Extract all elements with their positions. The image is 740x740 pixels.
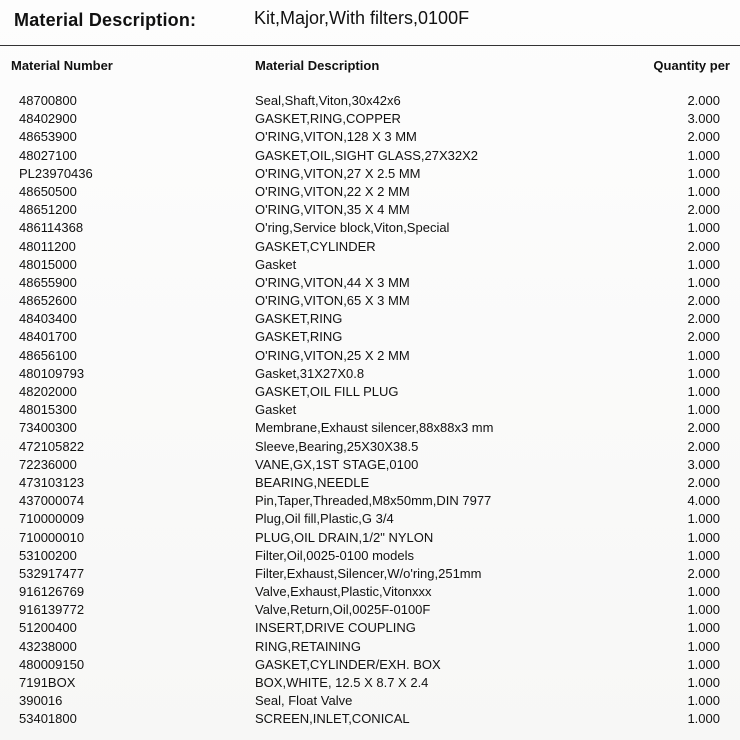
quantity-cell: 1.000	[687, 365, 720, 381]
column-header-quantity: Quantity per	[653, 58, 730, 73]
table-row	[0, 619, 740, 637]
material-description-cell: Seal,Shaft,Viton,30x42x6	[255, 93, 401, 108]
table-row	[0, 547, 740, 565]
table-row	[0, 274, 740, 292]
material-description-cell: Pin,Taper,Threaded,M8x50mm,DIN 7977	[255, 493, 492, 509]
material-number-cell: 480109793	[19, 365, 85, 381]
column-header-material-number: Material Number	[11, 58, 113, 73]
quantity-cell: 3.000	[687, 111, 720, 127]
material-description-cell: GASKET,OIL FILL PLUG	[255, 384, 399, 399]
material-description-cell: O'ring,Service block,Viton,Special	[255, 220, 450, 236]
material-number-cell: 437000074	[19, 493, 85, 509]
material-number-cell: 48653900	[19, 129, 77, 145]
material-description-cell: Filter,Exhaust,Silencer,W/o'ring,251mm	[255, 565, 482, 581]
quantity-cell: 2.000	[687, 93, 720, 108]
table-row	[0, 110, 740, 128]
table-row	[0, 165, 740, 183]
material-description-cell: O'RING,VITON,35 X 4 MM	[255, 202, 410, 218]
material-description-cell: Gasket	[255, 402, 297, 418]
material-number-cell: 48011200	[19, 238, 76, 254]
table-row	[0, 92, 740, 110]
quantity-cell: 1.000	[687, 675, 720, 690]
material-description-cell: O'RING,VITON,25 X 2 MM	[255, 347, 410, 363]
quantity-cell: 1.000	[687, 602, 720, 618]
table-row	[0, 601, 740, 619]
material-number-cell: 473103123	[19, 474, 85, 490]
material-description-cell: Seal, Float Valve	[255, 693, 353, 709]
material-number-cell: PL23970436	[19, 165, 93, 181]
title-label: Material Description:	[14, 10, 197, 30]
table-row	[0, 492, 740, 510]
table-row	[0, 201, 740, 219]
quantity-cell: 1.000	[687, 256, 720, 272]
quantity-cell: 1.000	[687, 183, 720, 199]
material-description-cell: Plug,Oil fill,Plastic,G 3/4	[255, 511, 394, 527]
quantity-cell: 1.000	[687, 147, 720, 163]
quantity-cell: 1.000	[687, 511, 720, 527]
material-number-cell: 48651200	[19, 202, 77, 218]
material-number-cell: 48202000	[19, 384, 77, 399]
material-number-cell: 43238000	[19, 638, 77, 654]
table-row	[0, 510, 740, 528]
table-row	[0, 310, 740, 328]
table-row	[0, 147, 740, 165]
material-number-cell: 48015300	[19, 402, 77, 418]
material-description-cell: GASKET,RING	[255, 311, 343, 327]
material-number-cell: 48402900	[19, 111, 77, 127]
material-description-cell: GASKET,CYLINDER/EXH. BOX	[255, 656, 441, 672]
table-row	[0, 401, 740, 419]
material-number-cell: 48027100	[19, 147, 77, 163]
material-table-body	[0, 92, 740, 729]
quantity-cell: 1.000	[687, 620, 720, 636]
table-row	[0, 128, 740, 146]
table-row	[0, 419, 740, 437]
table-row	[0, 328, 740, 346]
material-description-cell: Valve,Return,Oil,0025F-0100F	[255, 602, 431, 618]
quantity-cell: 1.000	[687, 274, 720, 290]
material-description-cell: INSERT,DRIVE COUPLING	[255, 620, 416, 636]
material-description-cell: Valve,Exhaust,Plastic,Vitonxxx	[255, 584, 432, 600]
material-number-cell: 48656100	[19, 347, 77, 363]
material-number-cell: 916126769	[19, 584, 85, 600]
quantity-cell: 1.000	[687, 529, 720, 545]
material-description-cell: BEARING,NEEDLE	[255, 474, 370, 490]
table-row	[0, 238, 740, 256]
quantity-cell: 2.000	[687, 438, 720, 454]
title-row	[14, 6, 734, 36]
material-number-cell: 916139772	[19, 602, 85, 618]
quantity-cell: 2.000	[687, 293, 720, 309]
table-row	[0, 565, 740, 583]
material-number-cell: 48401700	[19, 329, 77, 345]
material-number-cell: 48650500	[19, 183, 77, 199]
material-description-cell: O'RING,VITON,22 X 2 MM	[255, 183, 410, 199]
table-row	[0, 256, 740, 274]
table-row	[0, 219, 740, 237]
table-row	[0, 638, 740, 656]
material-description-cell: GASKET,CYLINDER	[255, 238, 376, 254]
material-number-cell: 53100200	[19, 547, 77, 563]
table-row	[0, 383, 740, 401]
quantity-cell: 2.000	[687, 420, 720, 436]
quantity-cell: 2.000	[687, 202, 720, 218]
table-row	[0, 674, 740, 692]
material-description-cell: SCREEN,INLET,CONICAL	[255, 711, 410, 727]
material-description-cell: VANE,GX,1ST STAGE,0100	[255, 456, 419, 472]
table-row	[0, 183, 740, 201]
quantity-cell: 1.000	[687, 402, 720, 418]
table-row	[0, 347, 740, 365]
material-number-cell: 48700800	[19, 93, 77, 108]
material-description-cell: O'RING,VITON,44 X 3 MM	[255, 274, 410, 290]
material-number-cell: 7191BOX	[19, 675, 76, 690]
quantity-cell: 1.000	[687, 165, 720, 181]
material-number-cell: 53401800	[19, 711, 77, 727]
material-description-cell: Gasket	[255, 256, 297, 272]
material-description-cell: GASKET,RING	[255, 329, 343, 345]
table-row	[0, 474, 740, 492]
table-row	[0, 456, 740, 474]
material-description-cell: GASKET,OIL,SIGHT GLASS,27X32X2	[255, 147, 479, 163]
quantity-cell: 1.000	[687, 638, 720, 654]
quantity-cell: 1.000	[687, 347, 720, 363]
material-description-cell: Membrane,Exhaust silencer,88x88x3 mm	[255, 420, 494, 436]
quantity-cell: 2.000	[687, 329, 720, 345]
quantity-cell: 4.000	[687, 493, 720, 509]
material-number-cell: 48403400	[19, 311, 77, 327]
material-number-cell: 472105822	[19, 438, 85, 454]
table-row	[0, 292, 740, 310]
material-number-cell: 710000009	[19, 511, 85, 527]
material-description-cell: O'RING,VITON,27 X 2.5 MM	[255, 165, 421, 181]
material-description-cell: GASKET,RING,COPPER	[255, 111, 401, 127]
table-row	[0, 656, 740, 674]
column-header-row	[0, 58, 740, 78]
material-number-cell: 486114368	[19, 220, 84, 236]
material-number-cell: 390016	[19, 693, 63, 709]
column-header-material-description: Material Description	[255, 58, 380, 73]
table-row	[0, 438, 740, 456]
header-divider	[0, 45, 740, 46]
material-description-cell: Sleeve,Bearing,25X30X38.5	[255, 438, 419, 454]
quantity-cell: 2.000	[687, 129, 720, 145]
material-number-cell: 710000010	[19, 529, 85, 545]
material-number-cell: 73400300	[19, 420, 77, 436]
quantity-cell: 2.000	[687, 311, 720, 327]
quantity-cell: 1.000	[687, 656, 720, 672]
material-number-cell: 480009150	[19, 656, 85, 672]
quantity-cell: 1.000	[687, 547, 720, 563]
quantity-cell: 1.000	[687, 584, 720, 600]
quantity-cell: 1.000	[687, 220, 720, 236]
material-description-cell: Gasket,31X27X0.8	[255, 365, 365, 381]
material-number-cell: 48015000	[19, 256, 77, 272]
material-number-cell: 51200400	[19, 620, 77, 636]
quantity-cell: 2.000	[687, 238, 720, 254]
table-row	[0, 692, 740, 710]
quantity-cell: 1.000	[687, 711, 720, 727]
material-description-cell: BOX,WHITE, 12.5 X 8.7 X 2.4	[255, 675, 429, 690]
quantity-cell: 2.000	[687, 474, 720, 490]
quantity-cell: 3.000	[687, 456, 720, 472]
material-number-cell: 48655900	[19, 274, 77, 290]
quantity-cell: 1.000	[687, 693, 720, 709]
table-row	[0, 365, 740, 383]
table-row	[0, 529, 740, 547]
table-row	[0, 710, 740, 728]
quantity-cell: 2.000	[687, 565, 720, 581]
material-number-cell: 532917477	[19, 565, 85, 581]
material-description-cell: O'RING,VITON,65 X 3 MM	[255, 293, 410, 309]
title-value: Kit,Major,With filters,0100F	[254, 8, 470, 28]
material-description-cell: O'RING,VITON,128 X 3 MM	[255, 129, 417, 145]
material-description-cell: RING,RETAINING	[255, 638, 361, 654]
material-description-cell: Filter,Oil,0025-0100 models	[255, 547, 414, 563]
material-number-cell: 72236000	[19, 456, 77, 472]
material-description-cell: PLUG,OIL DRAIN,1/2" NYLON	[255, 529, 434, 545]
table-row	[0, 583, 740, 601]
material-number-cell: 48652600	[19, 293, 77, 309]
quantity-cell: 1.000	[687, 384, 720, 399]
